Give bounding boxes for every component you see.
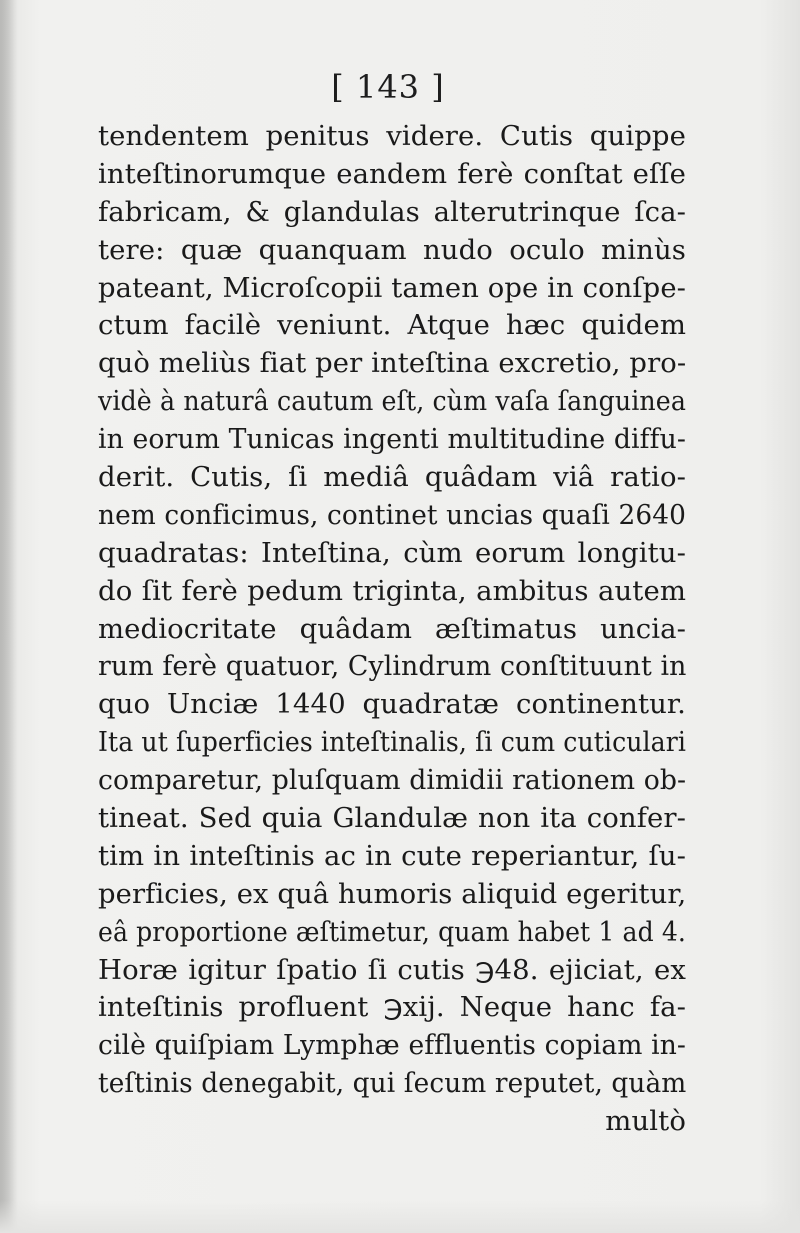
body-text — [98, 118, 686, 1141]
text-line: ctum facilè veniunt. Atque hæc quidem — [98, 309, 686, 342]
text-line: in eorum Tunicas ingenti multitudine diffu- — [98, 423, 687, 456]
text-line: tendentem penitus videre. Cutis quippe — [98, 120, 686, 152]
text-line: derit. Cutis, ſi mediâ quâdam viâ ratio- — [98, 461, 686, 494]
text-line: vidè à naturâ cautum eſt, cùm vaſa ſanguinea — [98, 385, 686, 418]
page-edge-shade — [0, 1200, 800, 1233]
text-line: tere: quæ quanquam nudo oculo minùs — [98, 233, 686, 266]
text-line: quò meliùs fiat per inteſtina excretio, pro- — [98, 347, 687, 380]
text-line: nem conficimus, continet uncias quaſi 2640 — [98, 498, 686, 531]
text-line: tineat. Sed quia Glandulæ non ita confer- — [98, 802, 686, 835]
text-line: inteſtinis profluent ℈xij. Neque hanc fa- — [98, 991, 686, 1024]
text-line: Horæ igitur ſpatio ſi cutis ℈48. ejiciat, ex — [98, 953, 686, 986]
text-line: do ſit ferè pedum triginta, ambitus autem — [98, 574, 686, 607]
text-line: comparetur, pluſquam dimidii rationem ob- — [98, 764, 687, 797]
catchword: multò — [605, 1105, 686, 1138]
text-line: cilè quiſpiam Lymphæ effluentis copiam in- — [98, 1029, 686, 1062]
text-line: rum ferè quatuor, Cylindrum conſtituunt in — [98, 650, 687, 683]
text-line: tim in inteſtinis ac in cute reperiantur, ſu- — [98, 839, 686, 872]
text-line: Ita ut ſuperficies inteſtinalis, ſi cum cuticulari — [98, 726, 686, 759]
text-line: quadratas: Inteſtina, cùm eorum longitu- — [98, 536, 686, 569]
text-line: eâ proportione æſtimetur, quam habet 1 ad 4. — [98, 915, 686, 948]
text-line: pateant, Microſcopii tamen ope in conſpe- — [98, 271, 686, 304]
gutter-shadow — [0, 0, 18, 1233]
text-line: fabricam, & glandulas alterutrinque ſca- — [98, 195, 686, 228]
text-line: teſtinis denegabit, qui ſecum reputet, quàm — [98, 1067, 687, 1100]
text-line: inteſtinorumque eandem ferè conſtat eſſe — [98, 157, 686, 190]
text-line: mediocritate quâdam æſtimatus uncia- — [98, 612, 686, 645]
page-number: [ 143 ] — [331, 68, 445, 106]
text-line: quo Unciæ 1440 quadratæ continentur. — [98, 688, 686, 721]
text-line: perficies, ex quâ humoris aliquid egeritur, — [98, 877, 687, 910]
